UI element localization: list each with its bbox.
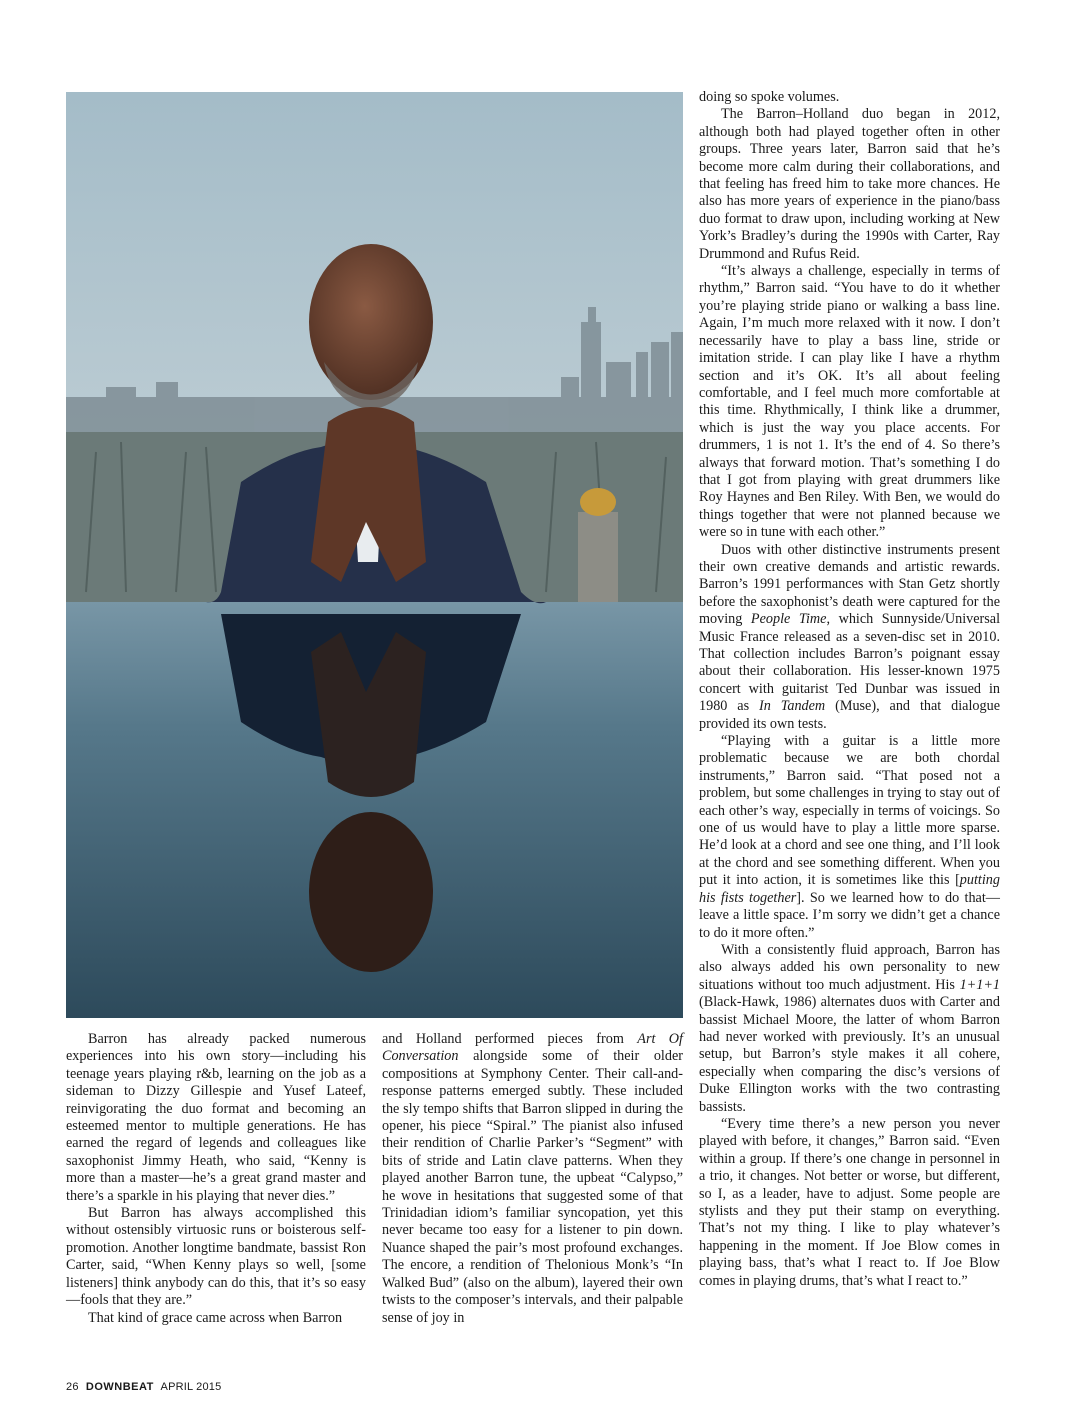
- paragraph: “Every time there’s a new person you never played with before, it changes,” Barron said. “Even within a group. If there’s one change in personnel in a trio, it changes. Not better or worse, but different, so I, as a leader, have to adjust. Some people are stylists and they put their stamp on everything. That’s not my thing. I like to play whatever’s happening in the moment. If Joe Blow comes in playing bass, that’s what I react to. If Joe Blow comes in playing drums, that’s what I react to.”: [699, 1115, 1000, 1289]
- paragraph: “It’s always a challenge, especially in terms of rhythm,” Barron said. “You have to do it whether you’re playing stride piano or walking a bass line. Again, I’m much more relaxed with it now. I don’t necessarily have to play a bass line, stride or imitation stride. I can play like I have a rhythm section and it’s OK. It’s all about feeling comfortable, and I feel much more comfortable at this time. Rhythmically, I think like a drummer, which is just the way you place accents. For drummers, 1 is not 1. It’s the end of 4. So there’s always that forward motion. That’s something I do that I got from playing with great drummers like Roy Haynes and Ben Riley. With Ben, we would do things together that were not planned because we were so in tune with each other.”: [699, 263, 1000, 541]
- paragraph: “Playing with a guitar is a little more problematic because we are both chordal instruments,” Barron said. “That posed not a problem, but some challenges in trying to stay out of each other’s way, especially in terms of voicings. So one of us would have to play a little more sparse. He’d look at a chord and see one thing, and I’ll look at the chord and see something different. When you put it into action, it is sometimes like this [putting his fists together]. So we learned how to do that—leave a little space. I’m sorry we didn’t get a chance to do it more often.”: [699, 733, 1000, 941]
- paragraph: That kind of grace came across when Barron: [88, 1309, 343, 1326]
- text-column-1: [66, 1031, 366, 1327]
- paragraph: doing so spoke volumes.: [699, 89, 840, 105]
- paragraph: and Holland performed pieces from Art Of Conversation alongside some of their older compositions at Symphony Center. Their call-and-response patterns emerged subtly. These included the sly tempo shifts that Barron slipped in during the opener, his piece “Spiral.” The pianist also infused their rendition of Charlie Parker’s “Segment” with bits of stride and Latin clave patterns. When they played another Barron tune, the upbeat “Calypso,” he wove in hesitations that suggested some of that Trinidadian idiom’s familiar syncopation, yet this never became too easy for a listener to pin down. Nuance shaped the pair’s most profound exchanges. The encore, a rendition of Thelonious Monk’s “In Walked Bud” (also on the album), layered their own twists to the composer’s intervals, and their palpable sense of joy in: [382, 1031, 683, 1326]
- album-title: 1+1+1: [959, 976, 1000, 993]
- paragraph: Duos with other distinctive instruments present their own creative demands and artistic rewards. Barron’s 1991 performances with Stan Getz shortly before the saxophonist’s death were captured for the moving People Time, which Sunnyside/Universal Music France released as a seven-disc set in 2010. That collection includes Barron’s poignant essay about their collaboration. His lesser-known 1975 concert with guitarist Ted Dunbar was issued in 1980 as In Tandem (Muse), and that dialogue provided its own tests.: [699, 541, 1001, 732]
- paragraph: Barron has already packed numerous experiences into his own story—including his teenage years playing r&b, learning on the job as a sideman to Dizzy Gillespie and Yusef Lateef, reinvigorating the duo format and becoming an esteemed mentor to multiple generations. He has earned the regard of legends and colleagues like saxophonist Jimmy Heath, who said, “Kenny is more than a master—he’s a great grand master and there’s a sparkle in his playing that never dies.”: [66, 1031, 366, 1204]
- paragraph: The Barron–Holland duo began in 2012, although both had played together often in other groups. Three years later, Barron said that he’s become more calm during their collaborations, and that feeling has freed him to take more chances. He also has more years of experience in the piano/bass duo format to draw upon, including working at New York’s Bradley’s during the 1990s with Carter, Ray Drummond and Rufus Reid.: [699, 106, 1000, 262]
- text-column-2: [382, 1031, 683, 1327]
- page-footer: [66, 1381, 221, 1393]
- issue-date: APRIL 2015: [160, 1381, 222, 1393]
- album-title: People Time: [750, 611, 827, 628]
- portrait-photo: [66, 92, 683, 1018]
- text-column-3: [699, 89, 1000, 1290]
- stage-direction: putting his fists together: [699, 872, 1000, 906]
- paragraph: But Barron has always accomplished this without ostensibly virtuosic runs or boisterous self-promotion. Another longtime bandmate, bassist Ron Carter, said, “When Kenny plays so well, [some listeners] think anybody can do this, that it’s so easy—fools that they are.”: [66, 1205, 366, 1309]
- album-title: Art Of Conversation: [382, 1031, 683, 1065]
- portrait-illustration: [66, 92, 683, 1018]
- album-title: In Tandem: [759, 698, 826, 715]
- paragraph: With a consistently fluid approach, Barron has also always added his own personality to new situations without too much adjustment. His 1+1+1 (Black-Hawk, 1986) alternates duos with Carter and bassist Michael Moore, the latter of whom Barron had never worked with previously. It’s an unusual setup, but Barron’s style makes it all cohere, especially when comparing the disc’s versions of Duke Ellington works with the two contrasting bassists.: [699, 941, 1000, 1115]
- page-number: 26: [66, 1381, 79, 1393]
- magazine-name: DOWNBEAT: [85, 1381, 154, 1393]
